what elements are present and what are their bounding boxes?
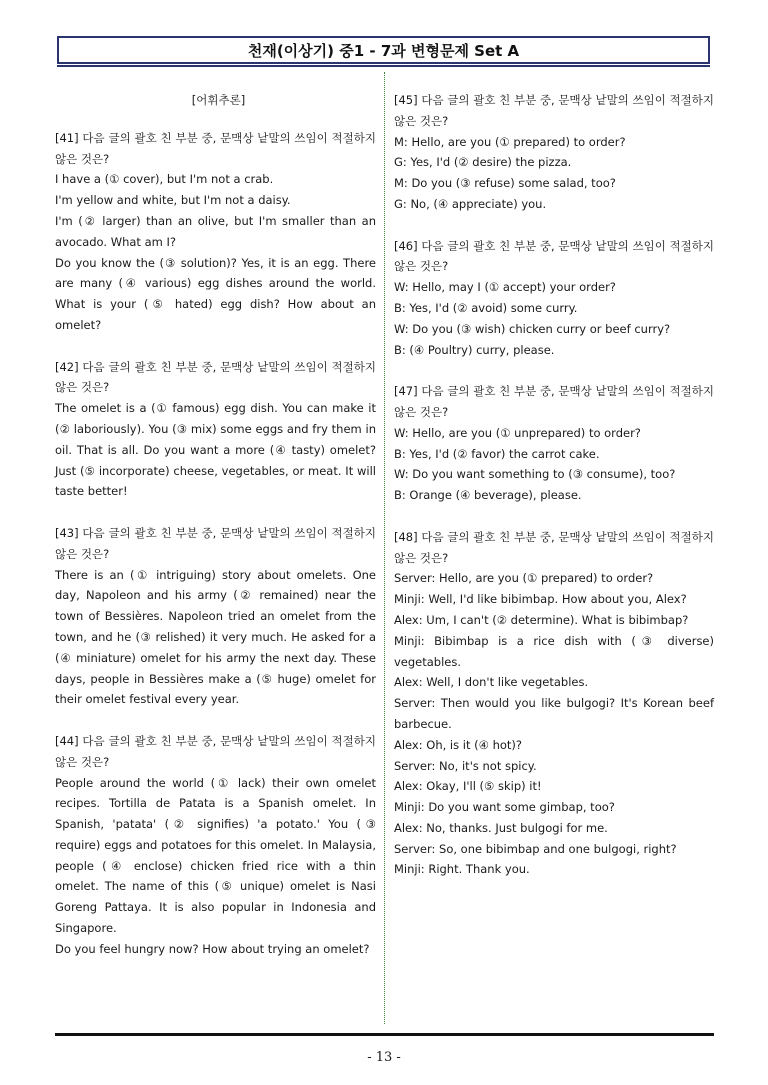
question-prompt: [48] 다음 글의 괄호 친 부분 중, 문맥상 낱말의 쓰임이 적절하지 않은 것은? — [394, 529, 714, 565]
question-prompt: [43] 다음 글의 괄호 친 부분 중, 문맥상 낱말의 쓰임이 적절하지 않은 것은? — [55, 525, 376, 561]
passage-line: W: Do you (③ wish) chicken curry or beef curry? — [394, 321, 671, 336]
passage-line: Minji: Bibimbap is a rice dish with (③ diverse) vegetables. — [394, 633, 714, 669]
question-prompt: [45] 다음 글의 괄호 친 부분 중, 문맥상 낱말의 쓰임이 적절하지 않은 것은? — [394, 93, 714, 128]
passage-line: B: (④ Poultry) curry, please. — [394, 342, 555, 357]
page-number: - 13 - — [367, 1050, 401, 1065]
question-block — [394, 527, 714, 881]
question-prompt: [47] 다음 글의 괄호 친 부분 중, 문맥상 낱말의 쓰임이 적절하지 않은 것은? — [394, 384, 714, 419]
passage-line: Server: So, one bibimbap and one bulgogi, right? — [394, 841, 677, 856]
passage-line: M: Hello, are you (① prepared) to order? — [394, 134, 626, 149]
question-prompt: [46] 다음 글의 괄호 친 부분 중, 문맥상 낱말의 쓰임이 적절하지 않은 것은? — [394, 238, 714, 274]
question-prompt: [42] 다음 글의 괄호 친 부분 중, 문맥상 낱말의 쓰임이 적절하지 않은 것은? — [55, 359, 376, 395]
passage-line: There is an (① intriguing) story about omelets. One day, Napoleon and his army (② remained) near the town of Bessières. Napoleon tried an omelet from the town, and he (③ relished) it very much. He asked for a (④ miniature) omelet for his army the next day. These days, people in Bessières make a (⑤ huge) omelet for their omelet festival every year. — [55, 567, 376, 707]
passage-line: Minji: Well, I'd like bibimbap. How about you, Alex? — [394, 592, 687, 607]
passage-line: Server: No, it's not spicy. — [394, 758, 537, 773]
question-block — [55, 523, 376, 710]
passage-line: Alex: Okay, I'll (⑤ skip) it! — [394, 779, 542, 794]
passage-line: M: Do you (③ refuse) some salad, too? — [394, 176, 616, 191]
passage-line: W: Hello, may I (① accept) your order? — [394, 280, 616, 295]
passage-line: Do you know the (③ solution)? Yes, it is an egg. There are many (④ various) egg dishes around the world. What is your (⑤ hated) egg dish? How about an omelet? — [55, 255, 376, 332]
passage-line: I have a (① cover), but I'm not a crab. — [55, 172, 274, 187]
passage-line: Do you feel hungry now? How about trying an omelet? — [55, 941, 370, 956]
left-column — [55, 90, 376, 980]
footer-rule — [55, 1033, 714, 1036]
question-prompt: [41] 다음 글의 괄호 친 부분 중, 문맥상 낱말의 쓰임이 적절하지 않은 것은? — [55, 130, 376, 166]
passage-line: B: Yes, I'd (② favor) the carrot cake. — [394, 446, 600, 461]
passage-line: G: No, (④ appreciate) you. — [394, 196, 547, 211]
passage-line: Minji: Right. Thank you. — [394, 862, 530, 877]
passage-line: Minji: Do you want some gimbap, too? — [394, 800, 615, 815]
passage-line: Alex: Um, I can't (② determine). What is bibimbap? — [394, 612, 689, 627]
passage-line: Alex: No, thanks. Just bulgogi for me. — [394, 820, 608, 835]
passage-line: B: Orange (④ beverage), please. — [394, 488, 582, 503]
passage-line: The omelet is a (① famous) egg dish. You can make it (② laboriously). You (③ mix) some eggs and fry them in oil. That is all. Do you want a more (④ tasty) omelet? Just (⑤ incorporate) cheese, vegetables, or meat. It will taste better! — [55, 401, 376, 499]
question-block — [55, 357, 376, 503]
passage-line: People around the world (① lack) their own omelet recipes. Tortilla de Patata is a Spanish omelet. In Spanish, 'patata' (② signifies) 'a potato.' You (③ require) eggs and potatoes for this omelet. In Malaysia, people (④ enclose) chicken fried rice with a thin omelet. The name of this (⑤ unique) omelet is Nasi Goreng Pattaya. It is also popular in Indonesia and Singapore. — [55, 775, 376, 936]
question-prompt: [44] 다음 글의 괄호 친 부분 중, 문맥상 낱말의 쓰임이 적절하지 않은 것은? — [55, 733, 376, 769]
section-label: [어휘추론] — [191, 93, 246, 107]
right-question-list — [394, 90, 714, 880]
passage-line: Alex: Well, I don't like vegetables. — [394, 675, 589, 690]
passage-line: Server: Then would you like bulgogi? It's Korean beef barbecue. — [394, 696, 714, 731]
passage-line: G: Yes, I'd (② desire) the pizza. — [394, 155, 572, 170]
question-block — [394, 381, 714, 506]
question-block — [55, 128, 376, 336]
passage-line: W: Hello, are you (① unprepared) to order? — [394, 425, 641, 440]
page-title: 천재(이상기) 중1 - 7과 변형문제 Set A — [57, 36, 710, 64]
column-divider — [384, 72, 385, 1024]
passage-line: B: Yes, I'd (② avoid) some curry. — [394, 300, 578, 315]
passage-line: I'm (② larger) than an olive, but I'm smaller than an avocado. What am I? — [55, 213, 376, 249]
passage-line: W: Do you want something to (③ consume), too? — [394, 467, 676, 482]
right-column — [394, 90, 714, 901]
question-block — [55, 731, 376, 960]
question-block — [394, 236, 714, 361]
passage-line: I'm yellow and white, but I'm not a daisy. — [55, 193, 291, 208]
passage-line: Alex: Oh, is it (④ hot)? — [394, 737, 522, 752]
passage-line: Server: Hello, are you (① prepared) to order? — [394, 571, 654, 586]
left-question-list — [55, 128, 376, 960]
question-block — [394, 90, 714, 215]
